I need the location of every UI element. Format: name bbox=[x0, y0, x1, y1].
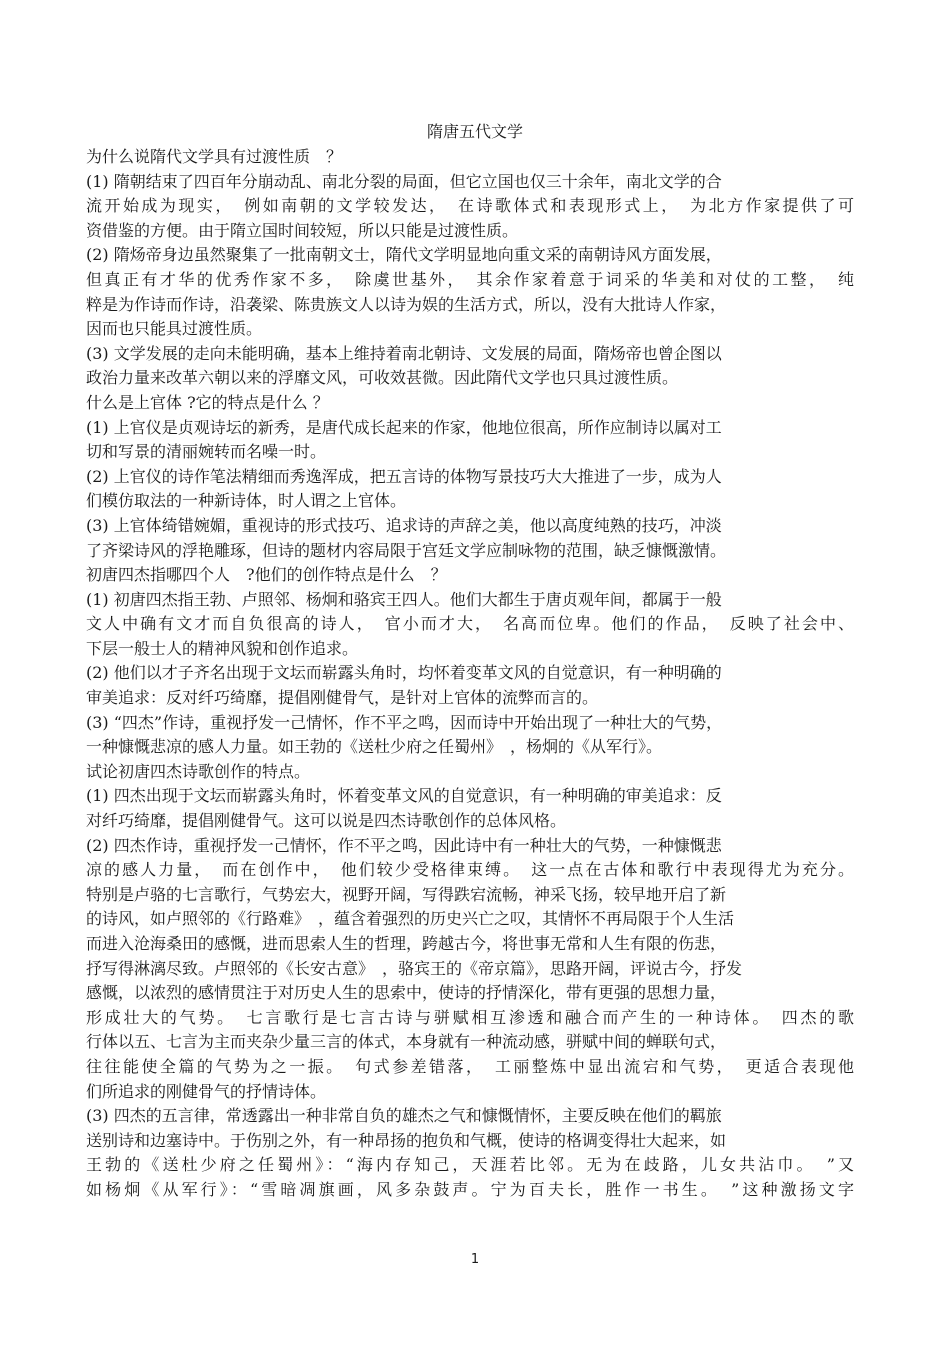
text-line: 如杨炯《从军行》：“雪暗凋旗画，风多杂鼓声。宁为百夫长，胜作一书生。 ”这种激扬文字 bbox=[86, 1179, 854, 1199]
text-line: (1) 四杰出现于文坛而崭露头角时，怀着变革文风的自觉意识，有一种明确的审美追求：反 bbox=[86, 786, 722, 806]
text-line: 王勃的《送杜少府之任蜀州》：“海内存知己，天涯若比邻。无为在歧路，儿女共沾巾。 ”又 bbox=[86, 1155, 854, 1175]
text-line: 政治力量来改革六朝以来的浮靡文风，可收效甚微。因此隋代文学也只具过渡性质。 bbox=[86, 368, 679, 388]
text-line: 切和写景的清丽婉转而名噪一时。 bbox=[86, 442, 327, 462]
text-line: 们所追求的刚健骨气的抒情诗体。 bbox=[86, 1081, 327, 1101]
text-line: 初唐四杰指哪四个人 ?他们的创作特点是什么 ？ bbox=[86, 565, 447, 585]
text-line: (3) 四杰的五言律，常透露出一种非常自负的雄杰之气和慷慨情怀，主要反映在他们的羁旅 bbox=[86, 1106, 722, 1126]
text-line: 流开始成为现实， 例如南朝的文学较发达， 在诗歌体式和表现形式上， 为北方作家提供了可 bbox=[86, 196, 854, 216]
text-line: (3) “四杰”作诗，重视抒发一己情怀，作不平之鸣，因而诗中开始出现了一种壮大的气势， bbox=[86, 712, 723, 732]
text-line: (2) 隋炀帝身边虽然聚集了一批南朝文士，隋代文学明显地向重文采的南朝诗风方面发展， bbox=[86, 245, 722, 265]
text-line: 凉的感人力量， 而在创作中， 他们较少受格律束缚。 这一点在古体和歌行中表现得尤为充分。 bbox=[86, 860, 854, 880]
text-line: 但真正有才华的优秀作家不多， 除虞世基外， 其余作家着意于词采的华美和对仗的工整， 纯 bbox=[86, 269, 854, 289]
text-line: 粹是为作诗而作诗，沿袭梁、陈贵族文人以诗为娱的生活方式，所以，没有大批诗人作家， bbox=[86, 294, 727, 314]
document-title: 隋唐五代文学 bbox=[426, 122, 523, 141]
text-line: 文人中确有文才而自负很高的诗人， 官小而才大， 名高而位卑。他们的作品， 反映了社会中、 bbox=[86, 614, 854, 634]
text-line: 抒写得淋漓尽致。卢照邻的《长安古意》 ，骆宾王的《帝京篇》，思路开阔，评说古今，抒发 bbox=[86, 958, 743, 978]
text-line: 什么是上官体 ?它的特点是什么 ？ bbox=[86, 392, 329, 412]
text-line: (2) 上官仪的诗作笔法精细而秀逸浑成，把五言诗的体物写景技巧大大推进了一步，成为人 bbox=[86, 466, 722, 486]
text-line: 对纤巧绮靡，提倡刚健骨气。这可以说是四杰诗歌创作的总体风格。 bbox=[86, 811, 567, 831]
text-line: 而进入沧海桑田的感慨，进而思索人生的哲理，跨越古今，将世事无常和人生有限的伤悲， bbox=[86, 934, 727, 953]
text-line: (3) 文学发展的走向未能明确，基本上维持着南北朝诗、文发展的局面，隋炀帝也曾企图以 bbox=[86, 343, 722, 363]
text-line: 因而也只能具过渡性质。 bbox=[86, 319, 263, 339]
text-line: 的诗风，如卢照邻的《行路难》 ，蕴含着强烈的历史兴亡之叹，其情怀不再局限于个人生活 bbox=[86, 909, 735, 929]
text-line: 一种慷慨悲凉的感人力量。如王勃的《送杜少府之任蜀州》 ，杨炯的《从军行》。 bbox=[86, 737, 663, 757]
text-line: (1) 隋朝结束了四百年分崩动乱、南北分裂的局面，但它立国也仅三十余年，南北文学的合 bbox=[86, 171, 722, 191]
page-number: 1 bbox=[470, 1252, 480, 1267]
text-line: 形成壮大的气势。 七言歌行是七言古诗与骈赋相互渗透和融合而产生的一种诗体。 四杰的歌 bbox=[86, 1007, 854, 1027]
text-line: 试论初唐四杰诗歌创作的特点。 bbox=[86, 761, 311, 781]
document-body bbox=[86, 145, 854, 1203]
text-line: (1) 初唐四杰指王勃、卢照邻、杨炯和骆宾王四人。他们大都生于唐贞观年间，都属于一般 bbox=[86, 589, 722, 609]
text-line: 特别是卢骆的七言歌行，气势宏大，视野开阔，写得跌宕流畅，神采飞扬，较早地开启了新 bbox=[86, 884, 727, 904]
text-line: 了齐梁诗风的浮艳雕琢，但诗的题材内容局限于宫廷文学应制咏物的范围，缺乏慷慨激情。 bbox=[86, 540, 727, 560]
text-line: 下层一般士人的精神风貌和创作追求。 bbox=[86, 638, 359, 658]
text-line: (2) 他们以才子齐名出现于文坛而崭露头角时，均怀着变革文风的自觉意识，有一种明确的 bbox=[86, 663, 722, 683]
text-line: 资借鉴的方便。由于隋立国时间较短，所以只能是过渡性质。 bbox=[86, 220, 519, 240]
text-line: 感慨，以浓烈的感情贯注于对历史人生的思索中，使诗的抒情深化，带有更强的思想力量， bbox=[86, 983, 727, 1003]
text-line: (3) 上官体绮错婉媚，重视诗的形式技巧、追求诗的声辞之美，他以高度纯熟的技巧，冲淡 bbox=[86, 515, 722, 535]
text-line: 审美追求：反对纤巧绮靡，提倡刚健骨气，是针对上官体的流弊而言的。 bbox=[86, 688, 599, 708]
text-line: 行体以五、七言为主而夹杂少量三言的体式，本身就有一种流动感，骈赋中间的蝉联句式， bbox=[86, 1032, 727, 1052]
text-line: 们模仿取法的一种新诗体，时人谓之上官体。 bbox=[86, 491, 407, 511]
text-line: (1) 上官仪是贞观诗坛的新秀，是唐代成长起来的作家，他地位很高，所作应制诗以属对工 bbox=[86, 417, 722, 437]
text-line: 往往能使全篇的气势为之一振。 句式参差错落， 工丽整炼中显出流宕和气势， 更适合表现他 bbox=[86, 1056, 854, 1076]
text-line: (2) 四杰作诗，重视抒发一己情怀，作不平之鸣，因此诗中有一种壮大的气势，一种慷慨悲 bbox=[86, 835, 722, 855]
text-line: 为什么说隋代文学具有过渡性质 ？ bbox=[86, 147, 343, 166]
text-line: 送别诗和边塞诗中。于伤别之外，有一种昂扬的抱负和气概，使诗的格调变得壮大起来，如 bbox=[86, 1130, 727, 1150]
